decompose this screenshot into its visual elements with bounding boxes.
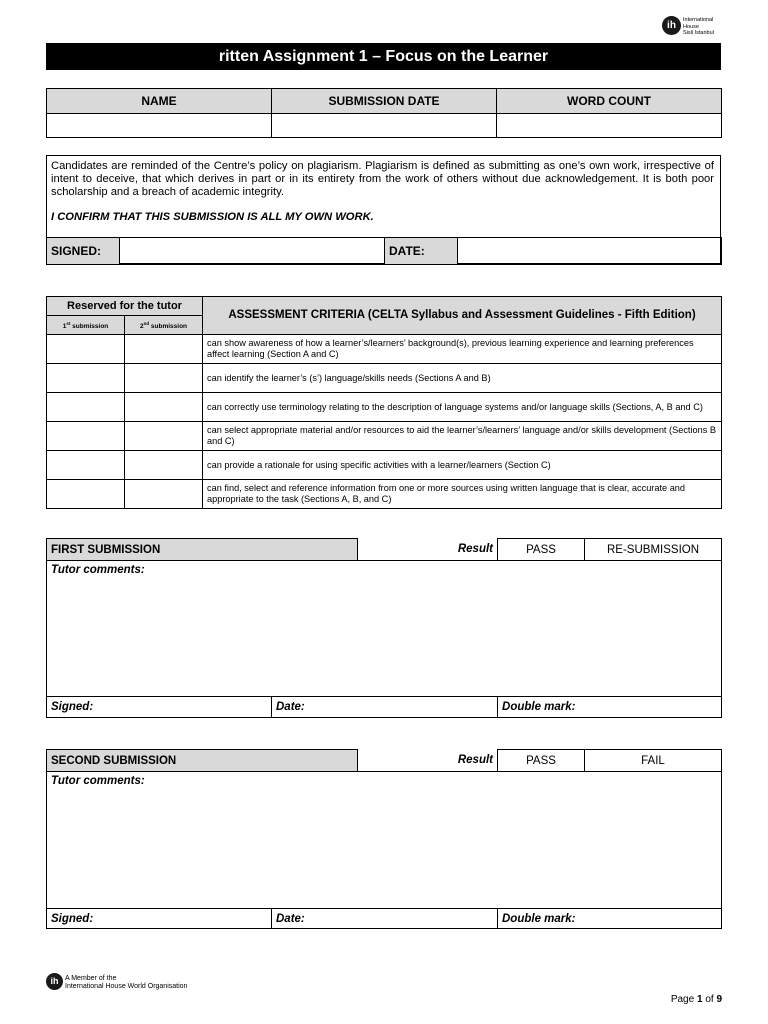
criterion-3-second-mark[interactable] — [125, 393, 203, 422]
name-header: NAME — [47, 89, 272, 114]
word-count-header: WORD COUNT — [497, 89, 722, 114]
criterion-1-text: can show awareness of how a learner’s/learners’ background(s), previous learning experience and learning preferences affect learning (Section A and C) — [203, 335, 722, 364]
criterion-5-text: can provide a rationale for using specific activities with a learner/learners (Section C) — [203, 451, 722, 480]
first-signed-field[interactable]: Signed: — [47, 697, 272, 718]
plagiarism-text: Candidates are reminded of the Centre’s policy on plagiarism. Plagiarism is defined as submitting as one’s own work, irrespective of intent to deceive, that which derives in part or in its entirety from the work of others without due acknowledgement. It is both poor scholarship and a breach of academic integrity. — [51, 160, 714, 198]
criterion-row — [47, 393, 722, 422]
first-pass-option[interactable]: PASS — [498, 539, 585, 561]
criterion-2-first-mark[interactable] — [47, 364, 125, 393]
first-tutor-comments-label: Tutor comments: — [51, 564, 145, 576]
criterion-1-first-mark[interactable] — [47, 335, 125, 364]
signed-label: SIGNED: — [47, 238, 120, 265]
footer-membership-text: A Member of the International House World Organisation — [65, 975, 188, 990]
name-field[interactable] — [47, 114, 272, 138]
criterion-4-text: can select appropriate material and/or resources to aid the learner’s/learners’ language and/or skills development (Sections B and C) — [203, 422, 722, 451]
criterion-2-second-mark[interactable] — [125, 364, 203, 393]
criterion-6-first-mark[interactable] — [47, 480, 125, 509]
criterion-1-second-mark[interactable] — [125, 335, 203, 364]
first-submission-col-label: 1st submission — [47, 316, 125, 335]
criterion-row — [47, 364, 722, 393]
signed-field[interactable] — [120, 238, 385, 265]
criterion-row — [47, 480, 722, 509]
submission-date-field[interactable] — [272, 114, 497, 138]
criterion-4-first-mark[interactable] — [47, 422, 125, 451]
first-submission-title: FIRST SUBMISSION — [47, 539, 358, 561]
footer-ih-logo-mark: ih — [46, 973, 63, 990]
reserved-for-tutor-label: Reserved for the tutor — [47, 297, 203, 316]
second-submission-col-label: 2nd submission — [125, 316, 203, 335]
assessment-criteria-table — [46, 296, 722, 509]
criterion-3-text: can correctly use terminology relating to the description of language systems and/or language skills (Sections, A, B and C) — [203, 393, 722, 422]
second-date-field[interactable]: Date: — [272, 909, 498, 929]
criterion-5-second-mark[interactable] — [125, 451, 203, 480]
criterion-2-text: can identify the learner’s (s’) language/skills needs (Sections A and B) — [203, 364, 722, 393]
info-table — [46, 88, 722, 138]
ih-logo-mark: ih — [662, 16, 681, 35]
first-tutor-comments[interactable] — [47, 561, 722, 697]
second-tutor-comments-label: Tutor comments: — [51, 775, 145, 787]
criteria-heading: ASSESSMENT CRITERIA (CELTA Syllabus and Assessment Guidelines - Fifth Edition) — [203, 297, 722, 335]
second-result-label: Result — [358, 750, 498, 772]
second-fail-option[interactable]: FAIL — [585, 750, 722, 772]
criterion-row — [47, 451, 722, 480]
second-tutor-comments[interactable] — [47, 772, 722, 909]
plagiarism-box — [46, 155, 721, 264]
word-count-field[interactable] — [497, 114, 722, 138]
second-pass-option[interactable]: PASS — [498, 750, 585, 772]
first-date-field[interactable]: Date: — [272, 697, 498, 718]
criterion-4-second-mark[interactable] — [125, 422, 203, 451]
submission-date-header: SUBMISSION DATE — [272, 89, 497, 114]
first-result-label: Result — [358, 539, 498, 561]
page-number: Page 1 of 9 — [670, 994, 722, 1005]
signature-row — [46, 237, 722, 265]
date-label: DATE: — [385, 238, 458, 265]
second-double-mark-field[interactable]: Double mark: — [498, 909, 722, 929]
confirm-statement: I CONFIRM THAT THIS SUBMISSION IS ALL MY OWN WORK. — [51, 211, 374, 223]
second-signed-field[interactable]: Signed: — [47, 909, 272, 929]
criterion-5-first-mark[interactable] — [47, 451, 125, 480]
document-title: ritten Assignment 1 – Focus on the Learner — [46, 43, 721, 70]
criterion-6-text: can find, select and reference information from one or more sources using written language that is clear, accurate and appropriate to the task (Sections A, B, and C) — [203, 480, 722, 509]
criterion-3-first-mark[interactable] — [47, 393, 125, 422]
first-double-mark-field[interactable]: Double mark: — [498, 697, 722, 718]
date-field[interactable] — [458, 238, 722, 265]
ih-logo-text: International House Sisli Istanbul — [683, 17, 714, 36]
second-submission-title: SECOND SUBMISSION — [47, 750, 358, 772]
first-resubmission-option[interactable]: RE-SUBMISSION — [585, 539, 722, 561]
ih-logo — [662, 16, 732, 38]
criterion-6-second-mark[interactable] — [125, 480, 203, 509]
second-submission-table — [46, 749, 722, 929]
criterion-row — [47, 335, 722, 364]
footer-logo — [46, 973, 246, 993]
first-submission-table — [46, 538, 722, 718]
criterion-row — [47, 422, 722, 451]
